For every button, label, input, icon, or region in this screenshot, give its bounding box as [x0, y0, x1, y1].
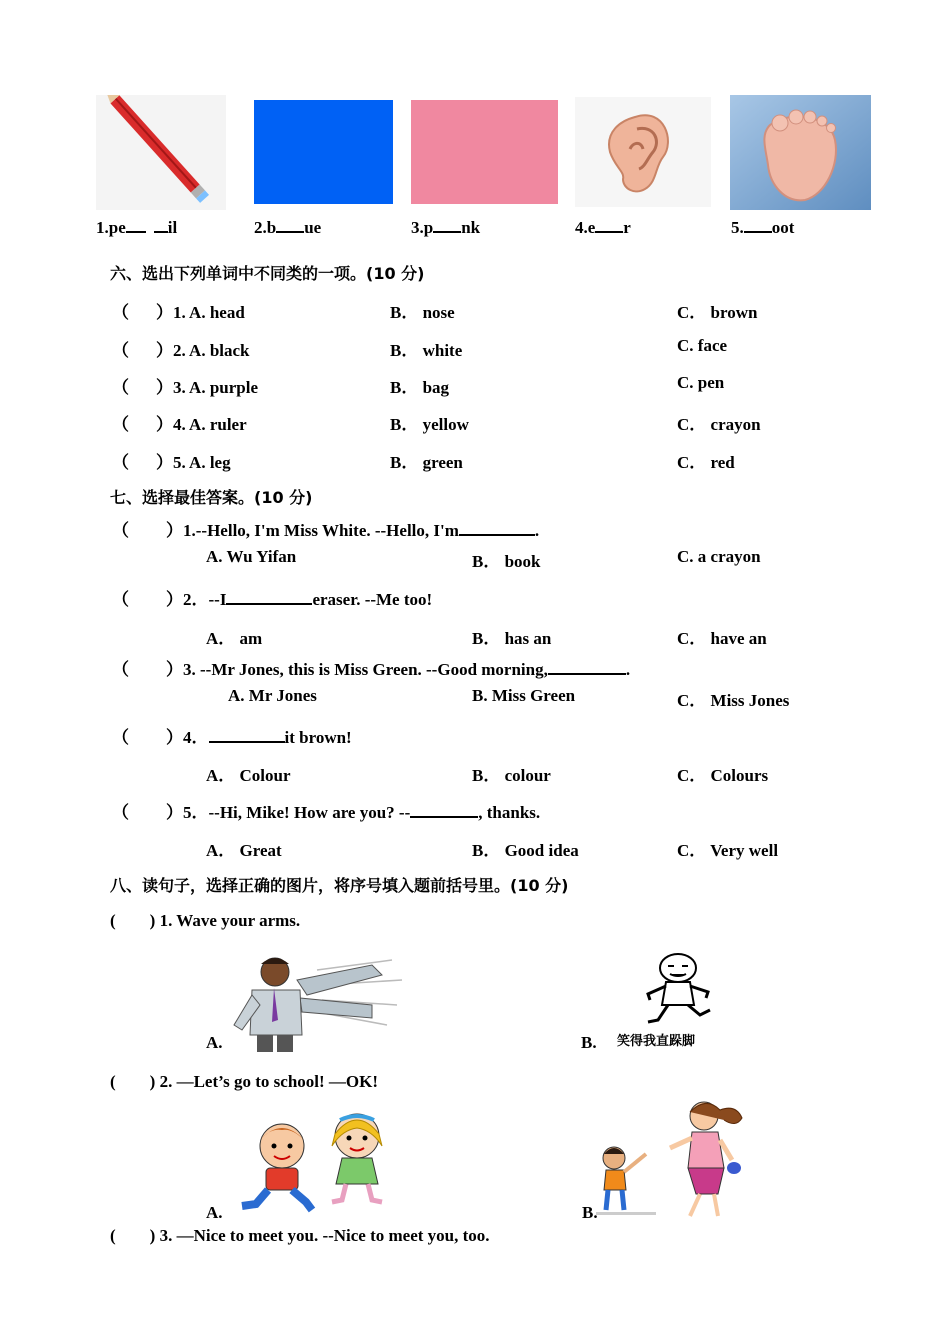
- s7-paren: （: [112, 660, 129, 679]
- s6-q5-option-b: B． green: [390, 453, 463, 472]
- answer-blank[interactable]: [209, 727, 285, 743]
- question-text: ）2．--I: [166, 590, 227, 609]
- waving-man-image: [222, 950, 412, 1052]
- s7-q4-option-a: A． Colour: [206, 766, 291, 785]
- s7-q3-option-b: B. Miss Green: [472, 686, 576, 705]
- s8-q3[interactable]: ( ) 3. —Nice to meet you. --Nice to meet you, too.: [110, 1226, 490, 1245]
- s7-paren: （: [112, 521, 129, 540]
- label-4-prefix: 4.e: [575, 218, 596, 237]
- s7-q2[interactable]: [166, 585, 432, 610]
- s8-q1[interactable]: ( ) 1. Wave your arms.: [110, 911, 301, 930]
- s6-q4-option-b: B． yellow: [390, 415, 469, 434]
- s7-paren: （: [112, 728, 129, 747]
- s6-paren: （: [112, 415, 129, 434]
- question-text: ）1.--Hello, I'm Miss White. --Hello, I'm: [166, 521, 459, 540]
- question-text: ）4．: [166, 728, 209, 747]
- s7-q3-option-a: A. Mr Jones: [228, 686, 317, 705]
- s7-q1-option-b: B． book: [472, 552, 541, 571]
- s6-q2-option-b: B． white: [390, 341, 463, 360]
- s7-q1-option-c: C. a crayon: [677, 547, 761, 566]
- s6-q3[interactable]: [156, 373, 258, 398]
- s6-paren: （: [112, 378, 129, 397]
- s6-paren: （: [112, 453, 129, 472]
- question-text: 3. A. purple: [173, 378, 259, 397]
- question-text-end: eraser. --Me too!: [312, 590, 433, 609]
- s7-q4-option-b: B． colour: [472, 766, 551, 785]
- question-text-end: .: [534, 521, 540, 540]
- question-text: 4. A. ruler: [173, 415, 247, 434]
- s6-q2-option-c: C. face: [677, 336, 728, 355]
- s6-paren: （: [112, 303, 129, 322]
- s8-q2[interactable]: ( ) 2. —Let’s go to school! —OK!: [110, 1072, 379, 1091]
- ear-image: [575, 97, 711, 207]
- label-2-suffix: ue: [304, 218, 322, 237]
- s7-q2-option-a: A． am: [206, 629, 263, 648]
- answer-blank[interactable]: [459, 520, 535, 536]
- blank[interactable]: [744, 217, 772, 233]
- s6-q5[interactable]: [156, 448, 231, 473]
- blank[interactable]: [433, 217, 461, 233]
- answer-blank[interactable]: [410, 802, 478, 818]
- label-2-prefix: 2.b: [254, 218, 277, 237]
- s7-q4[interactable]: [166, 723, 352, 748]
- s6-q3-option-c: C. pen: [677, 373, 725, 392]
- answer-blank[interactable]: [548, 659, 626, 675]
- s8-q2-option-a: A.: [206, 1203, 223, 1222]
- label-2: [254, 217, 321, 238]
- s7-q2-option-b: B． has an: [472, 629, 552, 648]
- s6-q5-option-c: C． red: [677, 453, 735, 472]
- pencil-image: [96, 95, 226, 210]
- s6-paren: （: [112, 341, 129, 360]
- label-4: [575, 217, 631, 238]
- paren-close: ）: [156, 453, 173, 472]
- paren-close: ）: [156, 415, 173, 434]
- s7-q5[interactable]: [166, 798, 540, 823]
- s7-q1[interactable]: [166, 516, 539, 541]
- mother-and-boy-image: [596, 1098, 756, 1222]
- s7-q3-option-c: C． Miss Jones: [677, 691, 790, 710]
- paren-close: ）: [156, 378, 173, 397]
- s6-q4[interactable]: [156, 410, 247, 435]
- s8-q2-option-b: B.: [582, 1203, 598, 1222]
- question-text-end: it brown!: [284, 728, 352, 747]
- s7-q5-option-a: A． Great: [206, 841, 282, 860]
- question-text: 5. A. leg: [173, 453, 231, 472]
- paren-close: ）: [156, 341, 173, 360]
- blue-swatch: [254, 100, 393, 204]
- section-6-title: 六、选出下列单词中不同类的一项。(10 分): [110, 264, 425, 283]
- s7-q5-option-b: B． Good idea: [472, 841, 579, 860]
- question-text: ）3. --Mr Jones, this is Miss Green. --Good morning,: [166, 660, 548, 679]
- s6-q2[interactable]: [156, 336, 250, 361]
- blank[interactable]: [276, 217, 304, 233]
- blank[interactable]: [595, 217, 623, 233]
- label-4-suffix: r: [623, 218, 631, 237]
- s8-q1-option-a: A.: [206, 1033, 223, 1052]
- question-text-end: .: [625, 660, 631, 679]
- paren-close: ）: [156, 303, 173, 322]
- question-text: ）5．--Hi, Mike! How are you? --: [166, 803, 411, 822]
- s7-paren: （: [112, 803, 129, 822]
- foot-image: [730, 95, 871, 210]
- s8-q1-option-b: B.: [581, 1033, 597, 1052]
- label-1: [96, 217, 177, 238]
- label-3-prefix: 3.p: [411, 218, 434, 237]
- s6-q3-option-b: B． bag: [390, 378, 450, 397]
- blank[interactable]: [126, 217, 146, 233]
- label-5-prefix: 5.: [731, 218, 744, 237]
- stomping-meme-image: [628, 950, 728, 1030]
- s7-q5-option-c: C． Very well: [677, 841, 779, 860]
- s6-q4-option-c: C． crayon: [677, 415, 761, 434]
- question-text: 2. A. black: [173, 341, 250, 360]
- label-1-suffix: il: [167, 218, 178, 237]
- s7-q2-option-c: C． have an: [677, 629, 767, 648]
- s7-q3[interactable]: [166, 655, 630, 680]
- s6-q1-option-b: B． nose: [390, 303, 455, 322]
- stomping-meme-caption: 笑得我直跺脚: [617, 1034, 696, 1049]
- label-1-prefix: 1.pe: [96, 218, 126, 237]
- label-3: [411, 217, 480, 238]
- blank[interactable]: [154, 217, 168, 233]
- s7-q4-option-c: C． Colours: [677, 766, 769, 785]
- s6-q1-option-c: C． brown: [677, 303, 758, 322]
- section-7-title: 七、选择最佳答案。(10 分): [110, 488, 313, 507]
- s6-q1[interactable]: [156, 298, 245, 323]
- answer-blank[interactable]: [226, 589, 312, 605]
- kids-to-school-image: [232, 1106, 402, 1216]
- label-5: [731, 217, 794, 238]
- question-text: 1. A. head: [173, 303, 245, 322]
- section-8-title: 八、读句子，选择正确的图片，将序号填入题前括号里。(10 分): [110, 876, 569, 895]
- label-3-suffix: nk: [461, 218, 481, 237]
- s7-paren: （: [112, 590, 129, 609]
- question-text-end: , thanks.: [478, 803, 541, 822]
- pink-swatch: [411, 100, 558, 204]
- label-5-suffix: oot: [771, 218, 795, 237]
- s7-q1-option-a: A. Wu Yifan: [206, 547, 297, 566]
